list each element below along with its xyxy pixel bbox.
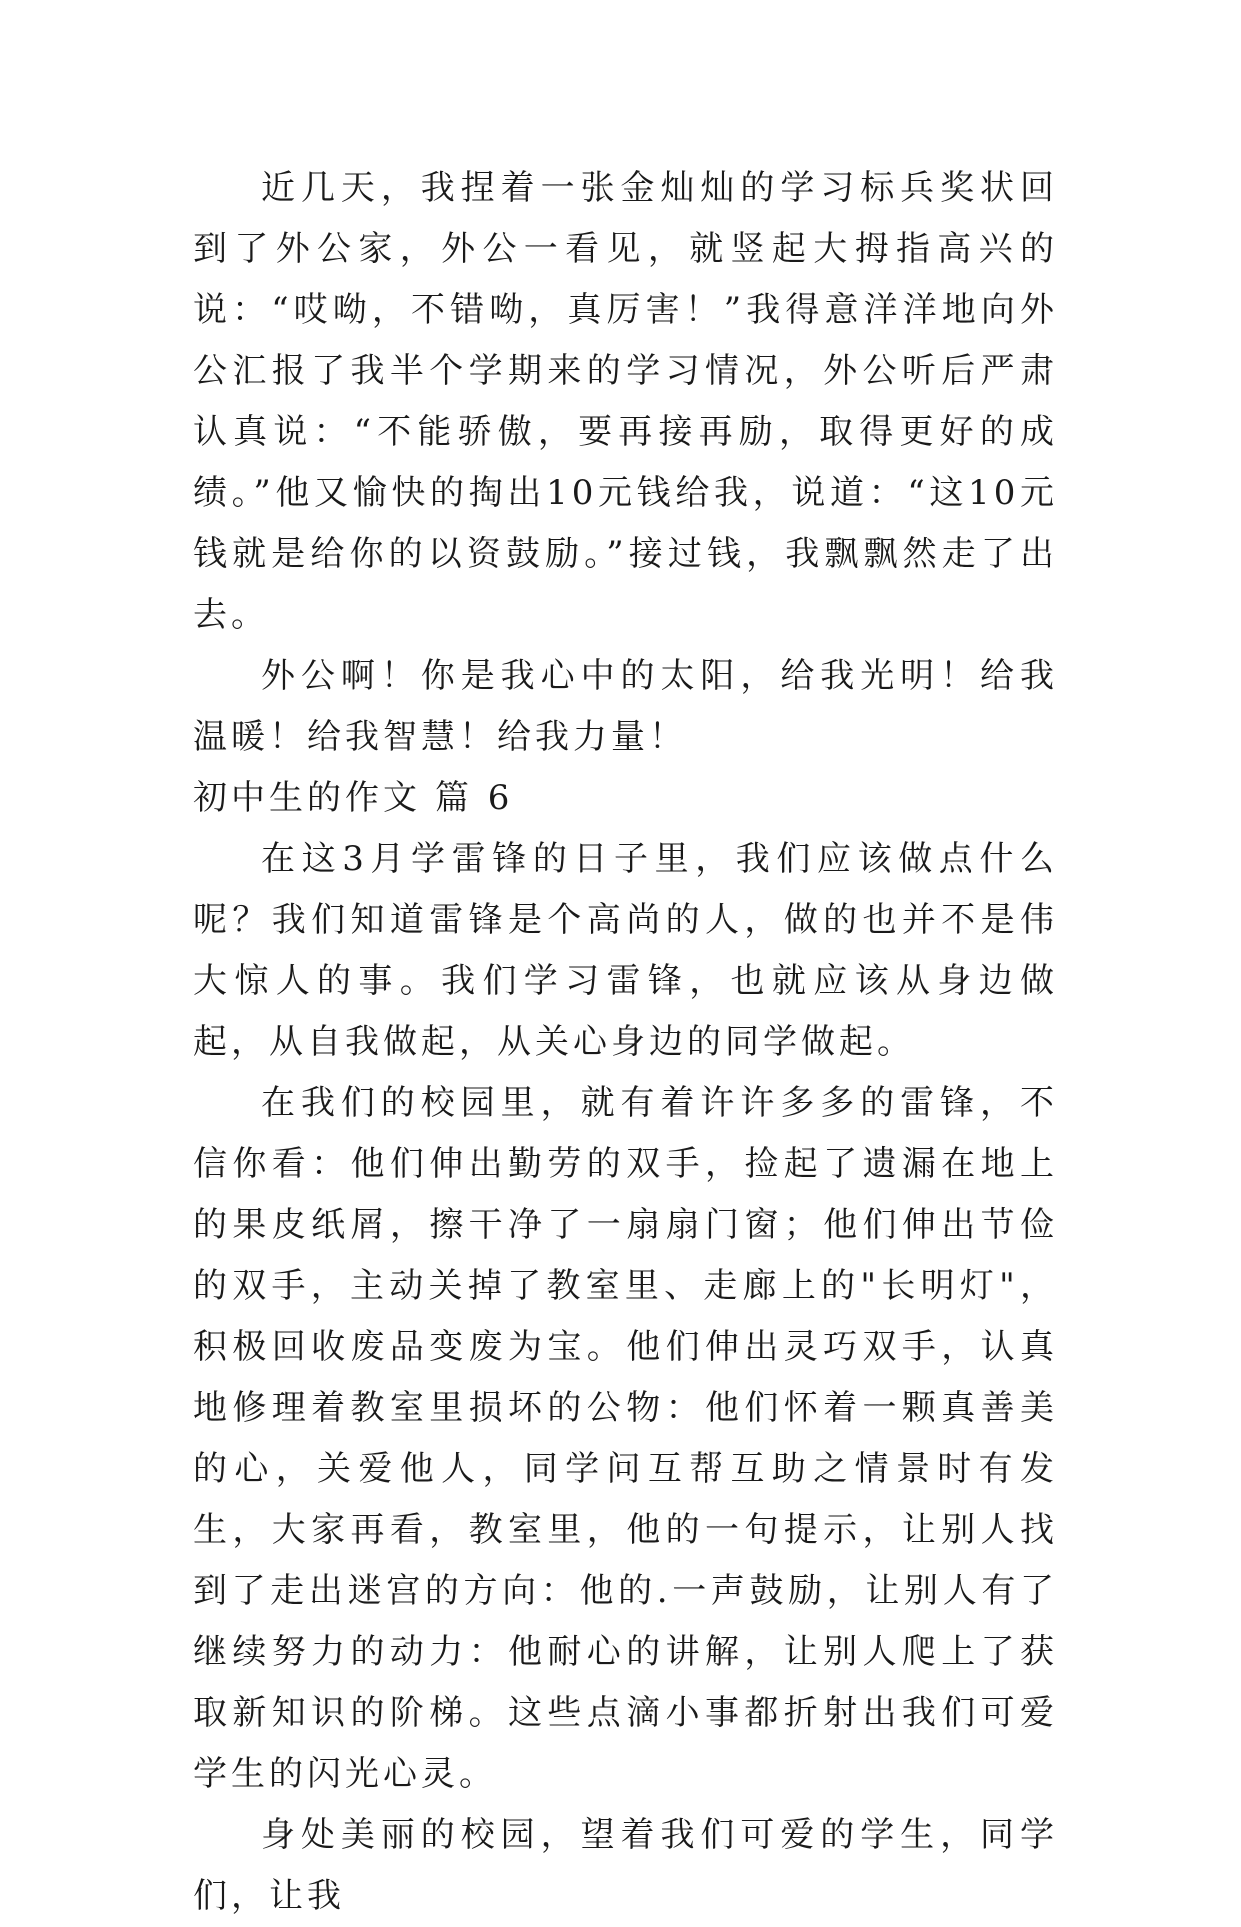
paragraph-leifeng-closing: 身处美丽的校园，望着我们可爱的学生，同学们，让我 (193, 1815, 1058, 1916)
section-number: 篇 6 (435, 778, 514, 818)
paragraph-grandpa-sun: 外公啊！你是我心中的太阳，给我光明！给我温暖！给我智慧！给我力量！ (193, 656, 1058, 757)
document-body (193, 158, 1058, 1927)
paragraph-grandpa-award: 近几天，我捏着一张金灿灿的学习标兵奖状回到了外公家，外公一看见，就竖起大拇指高兴的说：“哎呦，不错呦，真厉害！”我得意洋洋地向外公汇报了我半个学期来的学习情况，外公听后严肃认真说：“不能骄傲，要再接再励，取得更好的成绩。”他又愉快的掏出10元钱给我，说道：“这10元钱就是给你的以资鼓励。”接过钱，我飘飘然走了出去。 (193, 168, 1058, 635)
section-title: 初中生的作文 (193, 778, 421, 818)
paragraph-leifeng-intro: 在这3月学雷锋的日子里，我们应该做点什么呢？我们知道雷锋是个高尚的人，做的也并不是伟大惊人的事。我们学习雷锋，也就应该从身边做起，从自我做起，从关心身边的同学做起。 (193, 839, 1058, 1062)
paragraph-leifeng-campus: 在我们的校园里，就有着许许多多的雷锋，不信你看：他们伸出勤劳的双手，捡起了遗漏在地上的果皮纸屑，擦干净了一扇扇门窗；他们伸出节俭的双手，主动关掉了教室里、走廊上的"长明灯"，积极回收废品变废为宝。他们伸出灵巧双手，认真地修理着教室里损坏的公物：他们怀着一颗真善美的心，关爱他人，同学问互帮互助之情景时有发生，大家再看，教室里，他的一句提示，让别人找到了走出迷宫的方向：他的.一声鼓励，让别人有了继续努力的动力：他耐心的讲解，让别人爬上了获取新知识的阶梯。这些点滴小事都折射出我们可爱学生的闪光心灵。 (193, 1083, 1058, 1794)
section-heading (193, 768, 1058, 829)
